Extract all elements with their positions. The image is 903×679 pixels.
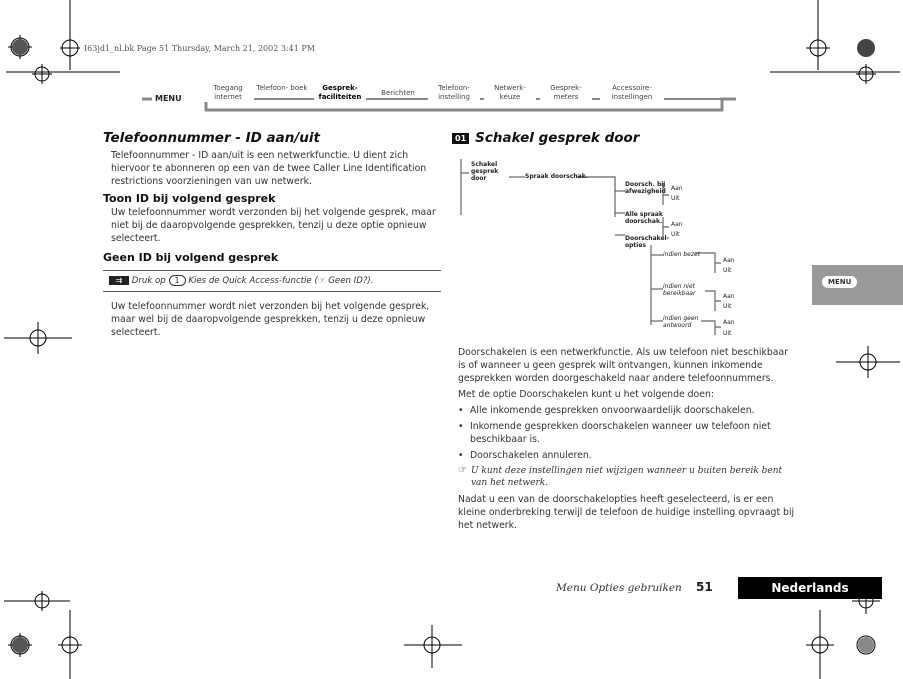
nav-item-berichten: Berichten [372,89,424,98]
divert-options-lead: Met de optie Doorschakelen kunt u het volgende doen: [458,389,714,400]
section-title-divert: Schakel gesprek door [475,130,640,146]
tree-busy-on: Aan [671,185,683,192]
instruction-prefix: Druk op [131,276,166,286]
menu-tree [455,155,785,340]
badge-01-icon: 01 [452,133,469,144]
hand-pointer-icon: ☞ [317,276,326,286]
key-1-icon: 1 [169,275,186,286]
menu-key-icon: MENU [822,276,857,288]
note [458,465,798,489]
subheading-show-id: Toon ID bij volgend gesprek [103,192,276,205]
divert-intro: Doorschakelen is een netwerkfunctie. Als uw telefoon niet beschikbaar is of wanneer u geen gesprek wilt ontvangen, kunnen inkomende gesprekken worden doorgeschakeld naar andere telefoonnummers. [458,347,789,384]
right-column [452,130,797,146]
nav-item-accessoire-instellingen: Accessoire- instellingen [600,84,664,102]
tree-busy: Doorsch. bij afwezigheid [625,181,666,195]
right-body [458,346,798,532]
subheading-hide-id: Geen ID bij volgend gesprek [103,251,279,264]
bullet-item: • Alle inkomende gesprekken onvoorwaardelijk doorschakelen. [458,404,798,417]
tree-options: Doorschakel- opties [625,235,670,249]
section-title-caller-id: Telefoonnummer - ID aan/uit [103,130,320,146]
nav-item-toegang-internet: Toegang internet [202,84,254,102]
tree-busy-off: Uit [671,195,680,202]
instruction-box [103,270,441,292]
arrow-right-icon: ⇉ [109,276,129,285]
tree-all: Alle spraak doorschak. [625,211,663,225]
tree-root: Schakel gesprek door [471,161,499,182]
page-number: 51 [696,580,713,594]
nav-item-telefoonboek: Telefoon- boek [256,84,308,92]
show-id-text: Uw telefoonnummer wordt verzonden bij het volgende gesprek, maar niet bij de daaropvolgende gesprekken, tenzij u deze optie opnieuw selecteert. [111,207,436,244]
tree-if-busy-on: Aan [723,257,735,264]
instruction-target: Geen ID?). [328,276,374,286]
tree-if-busy-off: Uit [723,267,732,274]
bullet-item: • Doorschakelen annuleren. [458,449,798,462]
instruction-text: Kies de Quick Access-functie ( [188,276,318,286]
caller-id-intro: Telefoonnummer - ID aan/uit is een netwerkfunctie. U dient zich hiervoor te abonneren op een van de twee Caller Line Identification restrictions voorzieningen van uw netwerk. [111,150,427,187]
bullet-item: • Inkomende gesprekken doorschakelen wanneer uw telefoon niet beschikbaar is. [458,420,798,446]
nav-menu-label: MENU [152,94,185,103]
left-column [103,130,441,339]
tree-all-off: Uit [671,231,680,238]
note-text: U kunt deze instellingen niet wijzigen wanneer u buiten bereik bent van het netwerk. [470,466,783,488]
footer-language: Nederlands [738,577,882,599]
footer-section: Menu Opties gebruiken [556,582,682,594]
divert-result-text: Nadat u een van de doorschakelopties heeft geselecteerd, is er een kleine onderbreking terwijl de telefoon de huidige instelling opvraagt bij het netwerk. [458,494,795,531]
hide-id-text: Uw telefoonnummer wordt niet verzonden bij het volgende gesprek, maar wel bij de daaropvolgende gesprekken, tenzij u deze opnieuw selecteert. [111,301,430,338]
nav-item-gesprekfaciliteiten: Gesprek- faciliteiten [314,84,366,102]
note-pointer-icon: ☞ [458,465,467,476]
tree-no-answer-on: Aan [723,319,735,326]
tree-no-answer-off: Uit [723,330,732,337]
tree-if-busy: indien bezet [663,251,701,258]
nav-item-gesprekmeters: Gesprek- meters [540,84,592,102]
print-header: I63jd1_nl.bk Page 51 Thursday, March 21, 2002 3:41 PM [84,44,315,53]
nav-item-netwerkkeuze: Netwerk- keuze [484,84,536,102]
side-tab [812,265,903,305]
nav-item-telefooninstelling: Telefoon- instelling [428,84,480,102]
tree-not-reach-off: Uit [723,303,732,310]
tree-all-on: Aan [671,221,683,228]
tree-not-reach: indien niet bereikbaar [663,283,696,297]
tree-no-answer: indien geen antwoord [663,315,699,329]
tree-not-reach-on: Aan [723,293,735,300]
tree-spraak: Spraak doorschak. [525,173,588,180]
menu-nav-bar [140,84,740,118]
